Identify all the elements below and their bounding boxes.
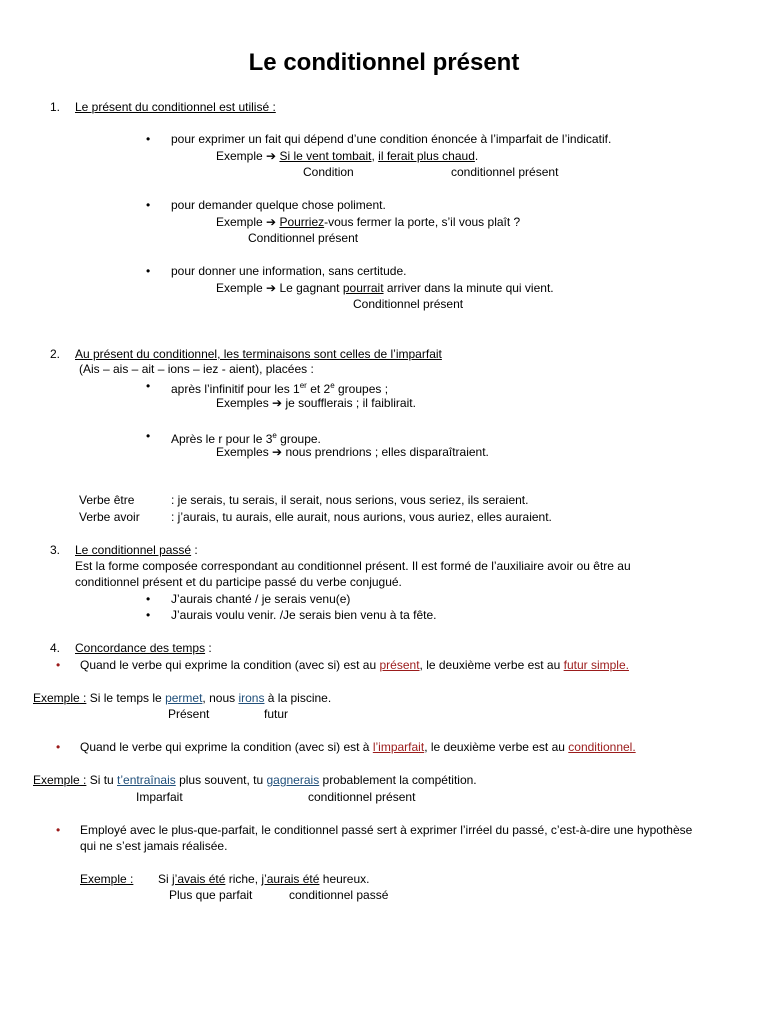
arrow-icon: ➔: [266, 149, 277, 163]
section-4-heading-line: Concordance des temps :: [75, 641, 212, 655]
s4-rule-3-line-1: Employé avec le plus-que-parfait, le conditionnel passé sert à exprimer l’irréel du passé, c’est-à-dire une hypothèse: [80, 823, 693, 837]
example-label: Exemple :: [33, 691, 87, 705]
s3-paragraph-line-2: conditionnel présent et du participe passé du verbe conjugué.: [75, 575, 402, 589]
example-verb: Pourriez: [279, 215, 325, 229]
arrow-icon: ➔: [266, 215, 277, 229]
example-label: Exemples: [216, 445, 269, 459]
s4-example-3: Si j’avais été riche, j’aurais été heureux.: [158, 872, 370, 886]
example-verb-gagnerais: gagnerais: [266, 773, 320, 787]
section-1-heading: Le présent du conditionnel est utilisé :: [75, 100, 276, 114]
s4-tag-futur: futur: [264, 707, 289, 721]
bullet-icon: •: [56, 740, 61, 754]
tense-futur-simple: futur simple.: [563, 658, 629, 672]
section-1-number: 1.: [50, 100, 61, 114]
s1-tag-condition: Condition: [303, 165, 354, 179]
s4-example-2: Exemple : Si tu t’entraînais plus souvent, tu gagnerais probablement la compétition.: [33, 773, 477, 787]
s4-example-3-label: Exemple :: [80, 872, 134, 886]
section-4-heading: Concordance des temps: [75, 641, 206, 655]
example-verb-permet: permet: [165, 691, 203, 705]
s1-bullet-2-text: pour demander quelque chose poliment.: [171, 198, 386, 212]
s4-tag-conditionnel-present: conditionnel présent: [308, 790, 416, 804]
bullet-icon: •: [146, 608, 151, 622]
s1-tag-2: Conditionnel présent: [248, 231, 359, 245]
example-label: Exemple: [216, 215, 263, 229]
section-2-heading: Au présent du conditionnel, les terminaisons sont celles de l’imparfait: [75, 347, 442, 361]
s4-rule-1: Quand le verbe qui exprime la condition (avec si) est au présent, le deuxième verbe est au futur simple.: [80, 658, 629, 672]
s3-bullet-2: J’aurais voulu venir. /Je serais bien venu à ta fête.: [171, 608, 437, 622]
s1-example-2: Exemple ➔ Pourriez-vous fermer la porte, s’il vous plaît ?: [216, 215, 521, 229]
bullet-icon: •: [146, 132, 151, 146]
example-label: Exemple :: [33, 773, 87, 787]
tense-present: présent: [379, 658, 420, 672]
section-3-heading-line: Le conditionnel passé :: [75, 543, 198, 557]
section-3-heading: Le conditionnel passé: [75, 543, 192, 557]
s4-tag-plus-que-parfait: Plus que parfait: [169, 888, 253, 902]
s2-example-2: Exemples ➔ nous prendrions ; elles disparaîtraient.: [216, 445, 489, 459]
s1-tag-conditionnel: conditionnel présent: [451, 165, 559, 179]
example-label: Exemple: [216, 281, 263, 295]
verb-avoir-forms: : j’aurais, tu aurais, elle aurait, nous aurions, vous auriez, elles auraient.: [171, 510, 552, 524]
s1-tag-3: Conditionnel présent: [353, 297, 464, 311]
s1-example-3: Exemple ➔ Le gagnant pourrait arriver dans la minute qui vient.: [216, 281, 554, 295]
s4-tag-imparfait: Imparfait: [136, 790, 183, 804]
s1-bullet-1-text: pour exprimer un fait qui dépend d’une condition énoncée à l’imparfait de l’indicatif.: [171, 132, 612, 146]
s4-rule-3-line-2: qui ne s’est jamais réalisée.: [80, 839, 228, 853]
arrow-icon: ➔: [272, 445, 283, 459]
verb-etre-forms: : je serais, tu serais, il serait, nous serions, vous seriez, ils seraient.: [171, 493, 529, 507]
bullet-icon: •: [146, 379, 151, 393]
s2-bullet-1: après l’infinitif pour les 1er et 2e groupes ;: [171, 381, 389, 396]
s2-example-1: Exemples ➔ je soufflerais ; il faiblirait.: [216, 396, 416, 410]
bullet-icon: •: [146, 198, 151, 212]
bullet-icon: •: [56, 823, 61, 837]
example-label: Exemple: [216, 149, 263, 163]
example-verb-irons: irons: [238, 691, 265, 705]
section-2-endings: (Ais – ais – ait – ions – iez - aient), placées :: [79, 362, 314, 376]
example-conditionnel: il ferait plus chaud: [378, 149, 475, 163]
arrow-icon: ➔: [266, 281, 277, 295]
bullet-icon: •: [146, 264, 151, 278]
s2-bullet-2: Après le r pour le 3e groupe.: [171, 431, 321, 446]
section-2-number: 2.: [50, 347, 61, 361]
s4-tag-conditionnel-passe: conditionnel passé: [289, 888, 389, 902]
bullet-icon: •: [56, 658, 61, 672]
tense-conditionnel: conditionnel.: [568, 740, 636, 754]
section-4-number: 4.: [50, 641, 61, 655]
example-condition: Si le vent tombait: [279, 149, 372, 163]
s3-paragraph-line-1: Est la forme composée correspondant au conditionnel présent. Il est formé de l’auxiliaire avoir ou être au: [75, 559, 631, 573]
tense-imparfait: l’imparfait: [372, 740, 425, 754]
example-verb-avais-ete: j’avais été: [172, 872, 226, 886]
example-verb-entrainais: t’entraînais: [117, 773, 176, 787]
s3-bullet-1: J’aurais chanté / je serais venu(e): [171, 592, 351, 606]
s4-example-1: Exemple : Si le temps le permet, nous irons à la piscine.: [33, 691, 332, 705]
example-verb-aurais-ete: j’aurais été: [261, 872, 320, 886]
bullet-icon: •: [146, 592, 151, 606]
bullet-icon: •: [146, 429, 151, 443]
s1-example-1: Exemple ➔ Si le vent tombait, il ferait plus chaud.: [216, 149, 479, 163]
verb-etre-label: Verbe être: [79, 493, 135, 507]
section-3-number: 3.: [50, 543, 61, 557]
example-verb: pourrait: [342, 281, 384, 295]
s4-tag-present: Présent: [168, 707, 210, 721]
s1-bullet-3-text: pour donner une information, sans certitude.: [171, 264, 407, 278]
arrow-icon: ➔: [272, 396, 283, 410]
example-label: Exemples: [216, 396, 269, 410]
s4-rule-2: Quand le verbe qui exprime la condition (avec si) est à l’imparfait, le deuxième verbe est au conditionnel.: [80, 740, 636, 754]
page-title: Le conditionnel présent: [248, 49, 520, 76]
verb-avoir-label: Verbe avoir: [79, 510, 140, 524]
